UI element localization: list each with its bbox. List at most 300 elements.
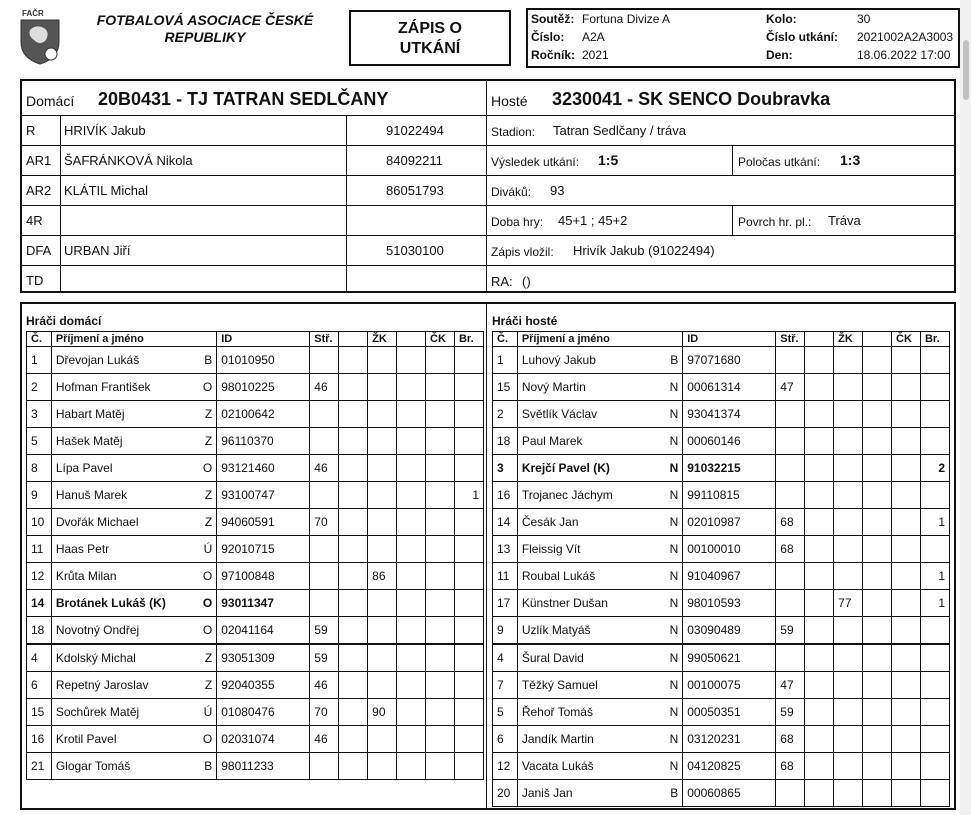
player-sub-extra [805,509,834,536]
player-yellow-extra [397,699,426,726]
player-red-card [892,590,921,617]
player-goals [920,780,949,807]
player-row [27,428,484,455]
player-row [493,536,950,563]
col-header-number: Č. [27,332,52,347]
player-id: 91040967 [683,563,776,590]
povrch-label: Povrch hr. pl.: [738,215,812,229]
player-yellow-extra [397,644,426,672]
player-sub-extra [805,563,834,590]
player-number: 9 [493,617,518,645]
col-header-id: ID [683,332,776,347]
player-name-cell [517,753,682,780]
player-yellow-extra [397,753,426,780]
player-red-card [892,644,921,672]
soutez-value: Fortuna Divize A [582,12,671,26]
player-yellow-card [368,374,397,401]
player-row [493,590,950,617]
player-position: N [669,759,679,773]
player-red-card [892,428,921,455]
col-header-br: Br. [454,332,483,347]
player-yellow-card [368,617,397,645]
player-red-card [426,726,455,753]
player-red-card [892,455,921,482]
player-number: 12 [493,753,518,780]
player-yellow-card [368,347,397,374]
player-yellow-card [834,563,863,590]
player-id: 03120231 [683,726,776,753]
player-sub-minute: 68 [776,509,805,536]
player-yellow-extra [397,401,426,428]
player-goals [920,726,949,753]
player-sub-minute [776,482,805,509]
player-red-card [426,401,455,428]
player-yellow-card [834,726,863,753]
player-name-cell [51,347,216,374]
player-name: Fleissig Vít [521,542,581,556]
player-number: 18 [27,617,52,645]
player-yellow-card [834,374,863,401]
vysledek-label: Výsledek utkání: [491,155,580,169]
col-header-ck: ČK [892,332,921,347]
player-sub-minute [310,482,339,509]
player-sub-minute [310,347,339,374]
player-position: O [202,569,213,583]
player-sub-minute: 46 [310,726,339,753]
col-header-empty [339,332,368,347]
divaku-label: Diváků: [491,185,532,199]
player-id: 91032215 [683,455,776,482]
player-id: 01010950 [217,347,310,374]
player-number: 17 [493,590,518,617]
player-row [27,401,484,428]
player-number: 14 [27,590,52,617]
player-position: N [669,515,679,529]
page-scrollbar[interactable] [960,0,971,815]
cislo-value: A2A [582,30,605,44]
player-name-cell [517,617,682,645]
player-name: Dřevojan Lukáš [55,353,140,367]
player-red-card [426,536,455,563]
polocas-value: 1:3 [840,152,861,168]
player-sub-extra [805,482,834,509]
player-sub-minute: 47 [776,374,805,401]
logo-text: FAČR [22,9,44,18]
player-goals [454,699,483,726]
player-position: N [669,542,679,556]
player-goals [454,563,483,590]
player-goals: 2 [920,455,949,482]
player-goals [454,374,483,401]
stadion-value: Tatran Sedlčany / tráva [553,123,686,138]
player-sub-extra [805,401,834,428]
player-goals [920,672,949,699]
hoste-label: Hosté [491,93,528,109]
player-sub-extra [339,428,368,455]
player-name-cell [51,590,216,617]
player-goals [920,699,949,726]
player-name: Těžký Samuel [521,678,598,692]
player-id: 00061314 [683,374,776,401]
vysledek-value: 1:5 [598,152,619,168]
player-row [493,617,950,645]
player-sub-extra [805,672,834,699]
player-yellow-extra [863,590,892,617]
player-position: B [204,353,213,367]
player-yellow-extra [397,563,426,590]
player-name: Trojanec Jáchym [521,488,613,502]
official-role: DFA [26,243,52,258]
player-name-cell [51,401,216,428]
player-position: O [202,732,213,746]
player-name: Česák Jan [521,515,579,529]
player-id: 93041374 [683,401,776,428]
player-yellow-extra [397,374,426,401]
player-id: 93011347 [217,590,310,617]
player-yellow-extra [863,374,892,401]
player-position: B [204,759,213,773]
player-row [27,726,484,753]
player-sub-minute: 59 [776,617,805,645]
player-red-card [892,753,921,780]
player-goals [920,617,949,645]
player-row [493,455,950,482]
player-yellow-extra [397,590,426,617]
org-line-2: REPUBLIKY [164,29,246,45]
col-header-br: Br. [920,332,949,347]
player-yellow-card [834,780,863,807]
cislo-label: Číslo: [531,30,565,44]
player-id: 94060591 [217,509,310,536]
player-yellow-extra [397,509,426,536]
player-sub-minute [776,428,805,455]
player-goals [920,428,949,455]
official-id: 91022494 [386,123,444,138]
player-row [493,482,950,509]
player-position: Z [204,678,213,692]
home-players-table [26,331,484,780]
player-name-cell [517,780,682,807]
player-sub-minute [310,428,339,455]
player-id: 93100747 [217,482,310,509]
player-number: 1 [27,347,52,374]
player-number: 8 [27,455,52,482]
player-yellow-card [368,536,397,563]
player-yellow-extra [863,563,892,590]
home-team: 20B0431 - TJ TATRAN SEDLČANY [98,89,389,109]
player-yellow-card [368,753,397,780]
player-id: 97100848 [217,563,310,590]
player-position: N [669,732,679,746]
player-red-card [426,482,455,509]
official-name: HRIVÍK Jakub [64,123,146,138]
soutez-label: Soutěž: [531,12,575,26]
player-sub-minute [310,536,339,563]
player-sub-extra [339,590,368,617]
player-sub-minute: 59 [310,644,339,672]
cislo-utkani-label: Číslo utkání: [766,30,839,44]
player-yellow-card [368,672,397,699]
player-position: Ú [203,705,213,719]
player-number: 18 [493,428,518,455]
player-name: Roubal Lukáš [521,569,596,583]
player-id: 98010225 [217,374,310,401]
player-row [493,780,950,807]
player-row [27,455,484,482]
player-yellow-extra [863,726,892,753]
player-name-cell [517,374,682,401]
player-row [27,536,484,563]
player-sub-extra [339,644,368,672]
col-header-id: ID [217,332,310,347]
title-line-1: ZÁPIS O [397,20,462,37]
player-sub-extra [339,347,368,374]
player-name-cell [51,672,216,699]
player-id: 97071680 [683,347,776,374]
official-role: 4R [26,213,43,228]
player-position: Z [204,515,213,529]
player-red-card [892,672,921,699]
player-name: Künstner Dušan [521,596,608,610]
player-row [493,753,950,780]
player-id: 96110370 [217,428,310,455]
player-red-card [892,509,921,536]
player-number: 15 [27,699,52,726]
player-yellow-card [368,428,397,455]
player-red-card [892,699,921,726]
player-name-cell [517,563,682,590]
player-name-cell [517,590,682,617]
player-row [27,347,484,374]
player-position: Ú [203,542,213,556]
player-id: 02010987 [683,509,776,536]
col-header-str: Stř. [776,332,805,347]
player-sub-minute: 46 [310,374,339,401]
facr-logo [18,8,62,66]
player-number: 5 [493,699,518,726]
player-sub-extra [805,780,834,807]
player-name: Hofman František [55,380,151,394]
player-id: 99110815 [683,482,776,509]
player-row [493,726,950,753]
player-id: 98010593 [683,590,776,617]
player-id: 00100010 [683,536,776,563]
player-yellow-extra [397,726,426,753]
player-goals [454,644,483,672]
player-yellow-card [834,753,863,780]
player-sub-extra [339,401,368,428]
player-name: Šural David [521,651,584,665]
player-id: 01080476 [217,699,310,726]
player-goals [454,347,483,374]
player-sub-extra [339,482,368,509]
match-info-box [526,8,960,68]
official-name: URBAN Jiří [64,243,131,258]
player-number: 9 [27,482,52,509]
player-sub-extra [805,699,834,726]
player-name-cell [51,563,216,590]
player-red-card [426,563,455,590]
cislo-utkani-value: 2021002A2A3003 [857,30,954,44]
player-number: 20 [493,780,518,807]
player-row [493,672,950,699]
player-red-card [426,590,455,617]
org-line-1: FOTBALOVÁ ASOCIACE ČESKÉ [96,12,314,28]
player-id: 99050621 [683,644,776,672]
domaci-label: Domácí [26,93,75,109]
player-yellow-card [834,509,863,536]
player-sub-minute: 68 [776,726,805,753]
player-red-card [426,374,455,401]
player-name: Dvořák Michael [55,515,139,529]
player-yellow-extra [397,482,426,509]
player-yellow-card [834,644,863,672]
player-goals [454,672,483,699]
col-header-empty [805,332,834,347]
col-header-ck: ČK [426,332,455,347]
player-yellow-extra [863,455,892,482]
player-name: Luhový Jakub [521,353,596,367]
away-team: 3230041 - SK SENCO Doubravka [552,89,831,109]
player-yellow-card [834,699,863,726]
rocnik-value: 2021 [582,48,609,62]
player-name: Sochůrek Matěj [55,705,140,719]
player-name-cell [517,509,682,536]
zapis-value: Hrivík Jakub (91022494) [573,243,715,258]
player-sub-extra [339,753,368,780]
player-row [493,401,950,428]
player-red-card [426,699,455,726]
player-sub-extra [339,699,368,726]
player-sub-minute: 59 [776,699,805,726]
player-name: Repetný Jaroslav [55,678,149,692]
player-yellow-extra [863,780,892,807]
col-header-zk: ŽK [368,332,397,347]
player-sub-minute: 59 [310,617,339,645]
player-number: 5 [27,428,52,455]
player-number: 15 [493,374,518,401]
player-sub-minute [776,455,805,482]
player-red-card [892,401,921,428]
player-goals [920,644,949,672]
player-yellow-extra [397,455,426,482]
player-sub-extra [805,536,834,563]
player-name-cell [51,428,216,455]
player-row [27,482,484,509]
player-name: Uzlík Matyáš [521,623,591,637]
player-sub-minute [776,644,805,672]
player-goals [454,455,483,482]
player-red-card [892,563,921,590]
player-name-cell [517,482,682,509]
player-id: 02100642 [217,401,310,428]
player-position: N [669,461,679,475]
scrollbar-thumb[interactable] [963,40,969,100]
player-id: 92040355 [217,672,310,699]
player-yellow-card [834,428,863,455]
player-row [27,617,484,645]
player-sub-minute: 70 [310,699,339,726]
official-role: AR2 [26,183,52,198]
player-sub-minute [310,590,339,617]
player-yellow-card [834,347,863,374]
player-position: Z [204,488,213,502]
player-sub-extra [805,644,834,672]
player-position: O [202,380,213,394]
player-sub-minute [310,753,339,780]
player-sub-extra [339,509,368,536]
player-row [493,509,950,536]
player-name: Světlík Václav [521,407,598,421]
player-number: 3 [493,455,518,482]
player-row [493,428,950,455]
player-goals [920,347,949,374]
player-goals [454,726,483,753]
player-yellow-card [834,672,863,699]
player-yellow-card [834,536,863,563]
player-yellow-extra [863,644,892,672]
player-name-cell [51,753,216,780]
player-yellow-extra [863,428,892,455]
player-name-cell [517,347,682,374]
player-yellow-card [834,482,863,509]
players-box [20,302,956,810]
player-number: 16 [27,726,52,753]
player-yellow-card [834,401,863,428]
doba-label: Doba hry: [491,215,544,229]
col-header-empty [863,332,892,347]
kolo-label: Kolo: [766,12,797,26]
col-header-str: Stř. [310,332,339,347]
player-yellow-card [368,401,397,428]
player-red-card [426,672,455,699]
title-box [349,10,511,66]
player-row [493,374,950,401]
player-yellow-card [368,726,397,753]
player-row [493,699,950,726]
player-name: Krůta Milan [55,569,117,583]
player-number: 3 [27,401,52,428]
player-number: 2 [27,374,52,401]
player-position: N [669,705,679,719]
player-goals [454,617,483,645]
player-sub-extra [339,563,368,590]
player-red-card [426,428,455,455]
player-position: N [669,678,679,692]
player-yellow-card: 77 [834,590,863,617]
player-yellow-card [368,509,397,536]
player-goals [920,753,949,780]
player-number: 21 [27,753,52,780]
player-number: 1 [493,347,518,374]
player-id: 00050351 [683,699,776,726]
player-row [27,509,484,536]
player-yellow-card [368,590,397,617]
player-number: 6 [493,726,518,753]
player-goals [920,374,949,401]
player-sub-extra [805,455,834,482]
official-role: TD [26,273,44,288]
player-name-cell [517,699,682,726]
player-red-card [892,726,921,753]
player-position: Z [204,651,213,665]
player-red-card [426,455,455,482]
player-position: N [669,596,679,610]
player-number: 14 [493,509,518,536]
player-position: N [669,623,679,637]
player-row [27,374,484,401]
player-number: 6 [27,672,52,699]
